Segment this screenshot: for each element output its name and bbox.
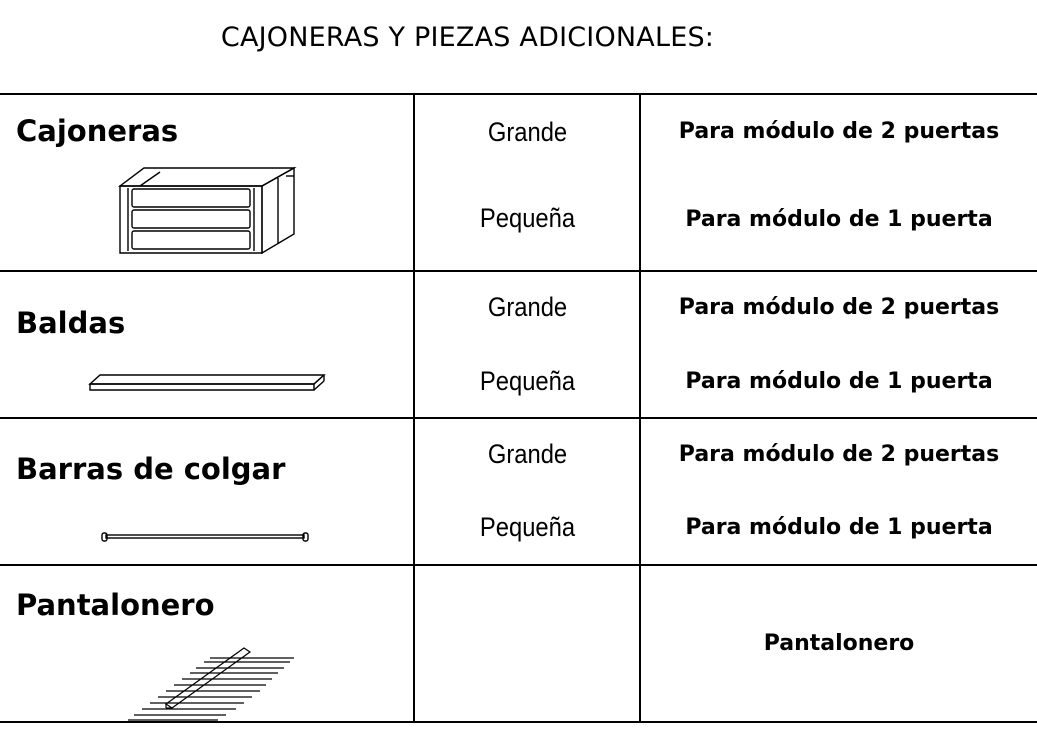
description-label: Para módulo de 2 puertas [678, 442, 1000, 467]
row-divider [0, 564, 1037, 566]
trouser-rack-icon [126, 646, 298, 722]
description-label: Para módulo de 2 puertas [678, 295, 1000, 320]
size-label: Pequeña [479, 366, 576, 396]
description-label: Para módulo de 1 puerta [685, 515, 993, 540]
column-divider [639, 93, 641, 723]
column-divider [413, 93, 415, 723]
description-label: Pantalonero [763, 631, 915, 656]
shelf-icon [88, 372, 328, 392]
row-divider [0, 270, 1037, 272]
category-label: Barras de colgar [16, 452, 286, 486]
description-label: Para módulo de 2 puertas [678, 119, 1000, 144]
page-title: CAJONERAS Y PIEZAS ADICIONALES: [220, 22, 715, 53]
description-label: Para módulo de 1 puerta [685, 369, 993, 394]
size-label: Grande [487, 439, 568, 469]
category-label: Cajoneras [16, 114, 179, 148]
category-label: Baldas [16, 306, 126, 340]
table-top-border [0, 93, 1037, 95]
description-label: Para módulo de 1 puerta [685, 207, 993, 232]
size-label: Pequeña [479, 512, 576, 542]
drawer-unit-icon [118, 166, 298, 256]
size-label: Grande [487, 117, 568, 147]
hanging-rail-icon [100, 530, 310, 544]
size-label: Grande [487, 292, 568, 322]
category-label: Pantalonero [16, 588, 215, 622]
size-label: Pequeña [479, 203, 576, 233]
row-divider [0, 417, 1037, 419]
